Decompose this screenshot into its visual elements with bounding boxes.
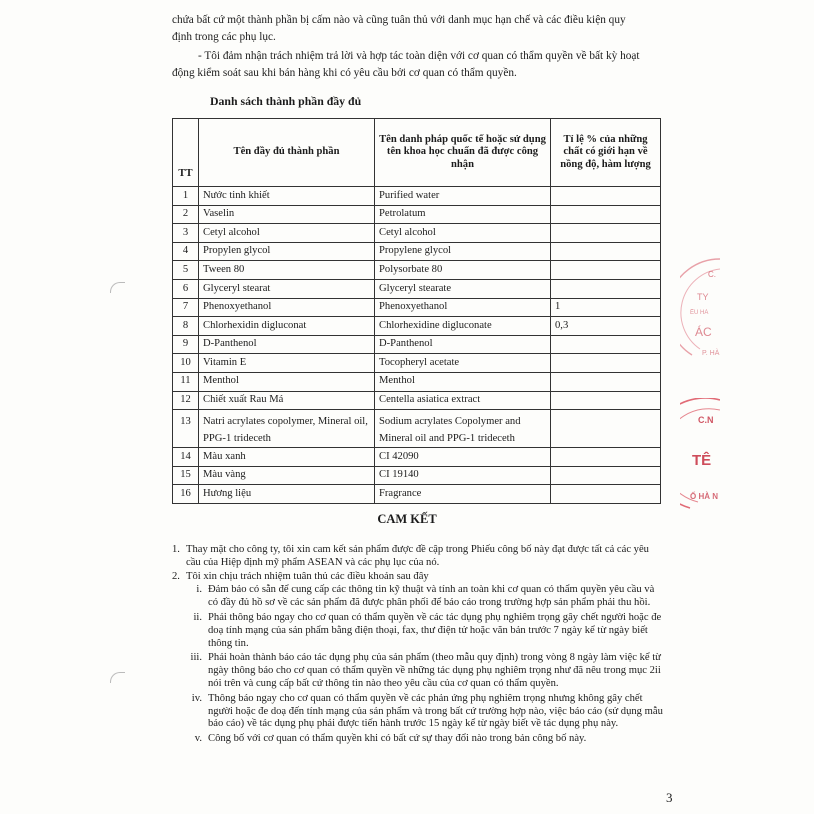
cell-name: Glyceryl stearat [199,279,375,298]
cell-percent [551,391,661,410]
cell-inci: Chlorhexidine digluconate [375,317,551,336]
table-row [173,317,661,336]
cell-name: Màu vàng [199,466,375,485]
cell-percent [551,335,661,354]
seal-fragment: TÊ [692,452,712,469]
cell-tt: 10 [173,354,199,373]
commitment-item-1-number: 1. [172,544,180,555]
cell-name: Chlorhexidin digluconat [199,317,375,336]
binder-hole-mark [110,672,125,683]
binder-hole-mark [110,282,125,293]
cell-inci: Sodium acrylates Copolymer and Mineral oil and PPG-1 trideceth [375,410,551,448]
cell-name: Chiết xuất Rau Má [199,391,375,410]
cell-name: Nước tinh khiết [199,187,375,206]
cell-tt: 3 [173,224,199,243]
cell-name: Phenoxyethanol [199,298,375,317]
cell-tt: 7 [173,298,199,317]
cell-tt: 15 [173,466,199,485]
table-header-row [173,119,661,187]
cell-inci: D-Panthenol [375,335,551,354]
table-row [173,279,661,298]
cell-inci: Tocopheryl acetate [375,354,551,373]
header-percent: Tỉ lệ % của những chất có giới hạn về nồng độ, hàm lượng [551,119,661,187]
header-tt: TT [173,119,199,187]
cell-inci: CI 19140 [375,466,551,485]
sub-number: ii. [193,611,202,623]
cell-inci: Fragrance [375,485,551,504]
cell-percent [551,372,661,391]
cell-tt: 12 [173,391,199,410]
table-row [173,335,661,354]
sub-text: Đảm bảo có sẵn để cung cấp các thông tin kỹ thuật và tính an toàn khi cơ quan có thẩm quyền yêu cầu và có đầy đủ hồ sơ về các sản phẩm đã được phân phối để báo cáo trong trường hợp sản phẩm phải thu hồi. [208,584,655,609]
sub-number: i. [196,584,202,596]
cell-inci: Cetyl alcohol [375,224,551,243]
sub-text: Phải hoàn thành báo cáo tác dụng phụ của sản phẩm (theo mẫu quy định) trong vòng 8 ngày làm việc kể từ ngày thông báo cho cơ quan có thẩm quyền về những tác dụng phụ nghiêm trọng như đã nêu trong mục 2ii nói trên và cung cấp bất cứ thông tin nào theo yêu cầu của cơ quan có thẩm quyền. [208,652,661,689]
commitment-section [172,544,664,748]
table-row [173,410,661,448]
commitment-title: CAM KẾT [377,512,437,526]
seal-fragment: TY [697,292,709,302]
cell-percent [551,485,661,504]
intro-para2-line1: - Tôi đảm nhận trách nhiệm trả lời và hợp tác toàn diện với cơ quan có thẩm quyền về bất kỳ hoạt [198,50,640,62]
table-row [173,205,661,224]
cell-percent [551,279,661,298]
cell-name: Cetyl alcohol [199,224,375,243]
ingredient-list-title: Danh sách thành phần đầy đủ [210,94,362,108]
intro-para1-line1: chứa bất cứ một thành phần bị cấm nào và cũng tuân thủ với danh mục hạn chế và các điều kiện quy [172,14,626,26]
cell-tt: 11 [173,372,199,391]
cell-inci: CI 42090 [375,448,551,467]
seal-fragment: C. [708,270,716,279]
header-inci: Tên danh pháp quốc tế hoặc sử dụng tên khoa học chuẩn đã được công nhận [375,119,551,187]
seal-fragment: ÁC [695,325,712,339]
intro-text [172,12,692,82]
sub-text: Công bố với cơ quan có thẩm quyền khi có bất cứ sự thay đổi nào trong bản công bố này. [208,733,587,745]
sub-text: Phải thông báo ngay cho cơ quan có thẩm quyền về các tác dụng phụ nghiêm trọng gây chết người hoặc đe doạ tính mạng của sản phẩm bằng điện thoại, fax, thư điện tử hoặc văn bản trước 7 ngày kể từ ngày biết thông tin. [208,611,662,649]
cell-name: Vitamin E [199,354,375,373]
commitment-item-1-text: Thay mặt cho công ty, tôi xin cam kết sản phẩm được đề cập trong Phiếu công bố này đạt được tất cả các yêu cầu của Hiệp định mỹ phẩm ASEAN và các phụ lục của nó. [186,544,649,568]
cell-inci: Centella asiatica extract [375,391,551,410]
cell-tt: 14 [173,448,199,467]
seal-fragment: Ố HÀ N [690,492,718,501]
commitment-sub-ii [172,612,664,650]
cell-inci: Polysorbate 80 [375,261,551,280]
table-row [173,261,661,280]
cell-percent: 1 [551,298,661,317]
cell-tt: 16 [173,485,199,504]
commitment-item-2-number: 2. [172,570,180,582]
table-row [173,391,661,410]
seal-fragment: C.N [698,415,714,425]
cell-tt: 13 [173,410,199,448]
header-name: Tên đầy đủ thành phần [199,119,375,187]
cell-tt: 6 [173,279,199,298]
cell-inci: Purified water [375,187,551,206]
cell-percent [551,410,661,448]
cell-name: Tween 80 [199,261,375,280]
table-row [173,224,661,243]
cell-tt: 1 [173,187,199,206]
cell-name: Menthol [199,372,375,391]
intro-para2-line2: động kiểm soát sau khi bán hàng khi có yêu cầu bởi cơ quan có thẩm quyền. [172,67,517,79]
ingredient-table [172,118,661,504]
cell-percent [551,205,661,224]
cell-tt: 8 [173,317,199,336]
seal-fragment: P. HÀ [702,350,720,357]
table-row [173,187,661,206]
cell-inci: Petrolatum [375,205,551,224]
cell-name: Màu xanh [199,448,375,467]
sub-text: Thông báo ngay cho cơ quan có thẩm quyền về các phản ứng phụ nghiêm trọng nhưng không gây chết người hoặc đe doạ đến tính mạng của sản phẩm và trong bất cứ trường hợp nào, việc báo cáo (sử dụng mẫu báo cáo) về tác dụng phụ phải được tiến hành trước 15 ngày kể từ ngày biết về tác dụng phụ này. [208,692,663,730]
table-row [173,372,661,391]
commitment-sub-i [172,584,664,610]
cell-percent [551,354,661,373]
cell-tt: 2 [173,205,199,224]
cell-name: Propylen glycol [199,242,375,261]
table-row [173,298,661,317]
cell-percent [551,242,661,261]
sub-number: iv. [191,692,202,704]
cell-inci: Glyceryl stearate [375,279,551,298]
cell-inci: Phenoxyethanol [375,298,551,317]
table-row [173,448,661,467]
cell-name: Vaselin [199,205,375,224]
cell-inci: Menthol [375,372,551,391]
seal-fragment: ỀU HÀ [690,310,709,316]
cell-percent [551,224,661,243]
cell-tt: 4 [173,242,199,261]
cell-percent [551,448,661,467]
sub-number: v. [194,733,202,745]
cell-percent: 0,3 [551,317,661,336]
commitment-sub-v [172,733,664,746]
cell-name: D-Panthenol [199,335,375,354]
cell-percent [551,187,661,206]
sub-number: iii. [190,652,202,664]
table-row [173,242,661,261]
intro-para1-line2: định trong các phụ lục. [172,31,276,43]
cell-tt: 9 [173,335,199,354]
table-row [173,354,661,373]
commitment-item-2 [172,571,664,584]
commitment-sub-iv [172,693,664,731]
cell-percent [551,261,661,280]
ingredient-table-body [173,187,661,504]
cell-name: Hương liệu [199,485,375,504]
commitment-item-1 [172,544,664,570]
cell-name: Natri acrylates copolymer, Mineral oil, PPG-1 trideceth [199,410,375,448]
cell-inci: Propylene glycol [375,242,551,261]
page-number: 3 [666,790,673,805]
cell-tt: 5 [173,261,199,280]
commitment-item-2-text: Tôi xin chịu trách nhiệm tuân thủ các điều khoản sau đây [186,570,429,582]
table-row [173,466,661,485]
cell-percent [551,466,661,485]
table-row [173,485,661,504]
commitment-sub-iii [172,652,664,690]
